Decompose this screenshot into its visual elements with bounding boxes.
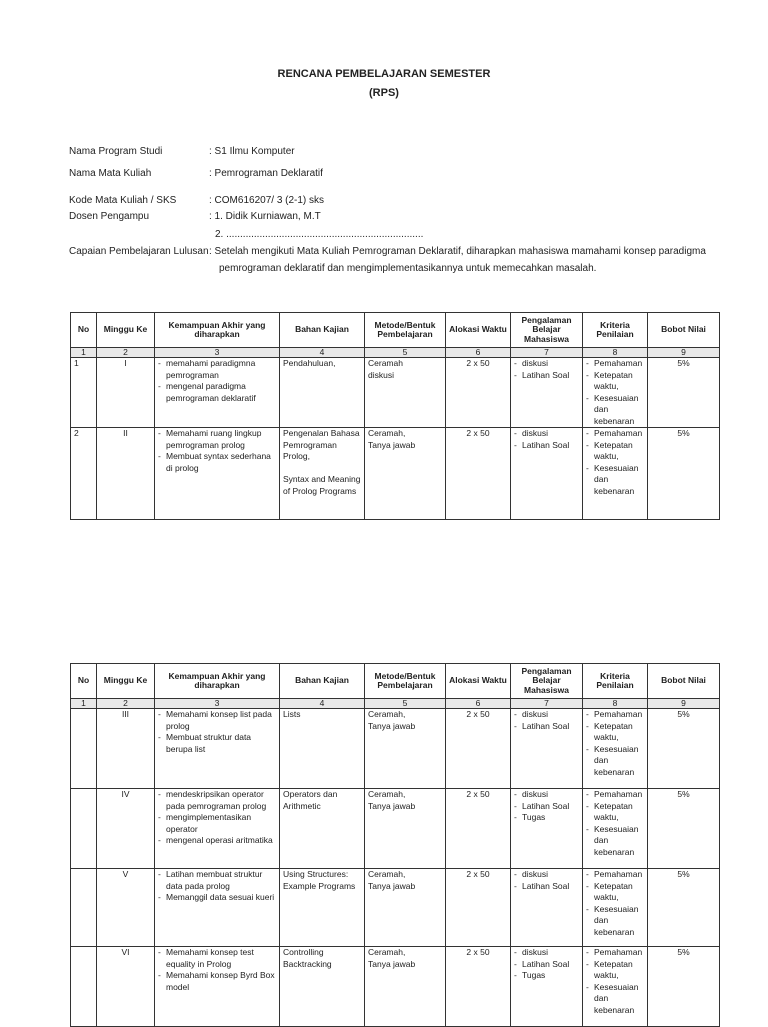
cell-kemampuan	[155, 428, 280, 520]
info-dosen-2: 2. .......................................................................	[215, 229, 424, 240]
cell-alokasi: 2 x 50	[446, 358, 511, 428]
cell-metode: Ceramah diskusi	[365, 358, 446, 428]
bullet-list	[586, 947, 644, 1016]
column-header: Bahan Kajian	[280, 313, 365, 348]
table-body	[71, 358, 720, 520]
column-header: Bahan Kajian	[280, 664, 365, 699]
list-item: - Latihan Soal	[514, 370, 579, 382]
column-header: Minggu Ke	[97, 664, 155, 699]
list-item: - diskusi	[514, 428, 579, 440]
info-label: Nama Program Studi	[69, 146, 163, 157]
cell-minggu: III	[97, 709, 155, 789]
cell-minggu: V	[97, 869, 155, 947]
list-item: - Kesesuaian dan kebenaran	[586, 904, 644, 939]
cell-alokasi: 2 x 50	[446, 869, 511, 947]
list-item: - mengenal operasi aritmatika	[158, 835, 276, 847]
bullet-list	[158, 709, 276, 755]
cell-kemampuan	[155, 789, 280, 869]
list-item: - Tugas	[514, 812, 579, 824]
list-item: - Kesesuaian dan kebenaran	[586, 824, 644, 859]
column-header: No	[71, 313, 97, 348]
list-item: - memahami paradigmna pemrograman	[158, 358, 276, 381]
cell-bahan: Operators dan Arithmetic	[280, 789, 365, 869]
list-item: - Ketepatan waktu,	[586, 801, 644, 824]
list-item: - mengenal paradigma pemrograman deklaratif	[158, 381, 276, 404]
column-number: 3	[155, 699, 280, 709]
cell-kriteria	[583, 789, 648, 869]
column-number: 9	[648, 348, 720, 358]
list-item: - Kesesuaian dan kebenaran	[586, 393, 644, 428]
info-capaian-2: pemrograman deklaratif dan mengimplementasikannya untuk memecahkan masalah.	[219, 263, 597, 274]
list-item: - Ketepatan waktu,	[586, 721, 644, 744]
cell-no	[71, 789, 97, 869]
list-item: - Ketepatan waktu,	[586, 881, 644, 904]
cell-no	[71, 709, 97, 789]
column-number: 4	[280, 348, 365, 358]
cell-bobot: 5%	[648, 789, 720, 869]
cell-kriteria	[583, 869, 648, 947]
bullet-list	[514, 358, 579, 381]
column-header: Kriteria Penilaian	[583, 313, 648, 348]
document-subtitle: (RPS)	[369, 87, 399, 99]
cell-pengalaman	[511, 869, 583, 947]
table-row	[71, 358, 720, 428]
list-item: - Latihan Soal	[514, 440, 579, 452]
table-row	[71, 789, 720, 869]
column-number: 1	[71, 348, 97, 358]
info-value: : Pemrograman Deklaratif	[209, 168, 323, 179]
cell-metode: Ceramah, Tanya jawab	[365, 709, 446, 789]
column-number: 6	[446, 699, 511, 709]
cell-minggu: IV	[97, 789, 155, 869]
cell-no	[71, 869, 97, 947]
cell-bobot: 5%	[648, 709, 720, 789]
cell-kriteria	[583, 358, 648, 428]
info-label: Kode Mata Kuliah / SKS	[69, 195, 177, 206]
cell-pengalaman	[511, 358, 583, 428]
table-row	[71, 947, 720, 1027]
column-header: Alokasi Waktu	[446, 313, 511, 348]
column-header: Metode/Bentuk Pembelajaran	[365, 664, 446, 699]
bullet-list	[586, 358, 644, 427]
cell-alokasi: 2 x 50	[446, 789, 511, 869]
column-header: No	[71, 664, 97, 699]
column-number: 8	[583, 699, 648, 709]
column-number: 2	[97, 699, 155, 709]
column-number: 5	[365, 348, 446, 358]
column-number: 2	[97, 348, 155, 358]
rps-table-1	[70, 312, 720, 520]
cell-kriteria	[583, 709, 648, 789]
cell-kemampuan	[155, 947, 280, 1027]
column-number: 9	[648, 699, 720, 709]
list-item: - Kesesuaian dan kebenaran	[586, 463, 644, 498]
column-number: 7	[511, 348, 583, 358]
list-item: - Memanggil data sesuai kueri	[158, 892, 276, 904]
cell-bahan: Using Structures: Example Programs	[280, 869, 365, 947]
cell-metode: Ceramah, Tanya jawab	[365, 869, 446, 947]
bullet-list	[158, 947, 276, 993]
list-item: - Pemahaman	[586, 869, 644, 881]
list-item: - Memahami ruang lingkup pemrograman prolog	[158, 428, 276, 451]
list-item: - diskusi	[514, 358, 579, 370]
info-value: : 1. Didik Kurniawan, M.T	[209, 211, 321, 222]
cell-alokasi: 2 x 50	[446, 709, 511, 789]
column-number: 6	[446, 348, 511, 358]
bullet-list	[514, 947, 579, 982]
column-number: 7	[511, 699, 583, 709]
cell-alokasi: 2 x 50	[446, 947, 511, 1027]
list-item: - Latihan Soal	[514, 959, 579, 971]
bullet-list	[514, 428, 579, 451]
cell-pengalaman	[511, 789, 583, 869]
cell-bobot: 5%	[648, 947, 720, 1027]
cell-pengalaman	[511, 428, 583, 520]
column-number: 3	[155, 348, 280, 358]
list-item: - Latihan Soal	[514, 881, 579, 893]
column-header: Minggu Ke	[97, 313, 155, 348]
bullet-list	[158, 789, 276, 847]
list-item: - mengimplementasikan operator	[158, 812, 276, 835]
list-item: - Pemahaman	[586, 709, 644, 721]
cell-minggu: II	[97, 428, 155, 520]
cell-alokasi: 2 x 50	[446, 428, 511, 520]
cell-minggu: VI	[97, 947, 155, 1027]
bullet-list	[586, 428, 644, 497]
list-item: - Ketepatan waktu,	[586, 440, 644, 463]
list-item: - diskusi	[514, 869, 579, 881]
cell-pengalaman	[511, 947, 583, 1027]
cell-metode: Ceramah, Tanya jawab	[365, 947, 446, 1027]
cell-no: 1	[71, 358, 97, 428]
list-item: - Membuat struktur data berupa list	[158, 732, 276, 755]
column-header: Bobot Nilai	[648, 664, 720, 699]
column-number: 8	[583, 348, 648, 358]
bullet-list	[514, 709, 579, 732]
cell-kemampuan	[155, 709, 280, 789]
cell-pengalaman	[511, 709, 583, 789]
list-item: - Latihan Soal	[514, 801, 579, 813]
list-item: - Tugas	[514, 970, 579, 982]
info-label: Dosen Pengampu	[69, 211, 150, 222]
column-header: Kemampuan Akhir yang diharapkan	[155, 664, 280, 699]
column-header: Alokasi Waktu	[446, 664, 511, 699]
cell-kriteria	[583, 428, 648, 520]
bullet-list	[158, 358, 276, 404]
table-row	[71, 869, 720, 947]
bullet-list	[586, 709, 644, 778]
cell-bahan: Controlling Backtracking	[280, 947, 365, 1027]
list-item: - diskusi	[514, 709, 579, 721]
column-number: 1	[71, 699, 97, 709]
cell-metode: Ceramah, Tanya jawab	[365, 428, 446, 520]
table-number-row	[71, 348, 720, 358]
table-number-row	[71, 699, 720, 709]
cell-bobot: 5%	[648, 869, 720, 947]
bullet-list	[158, 428, 276, 474]
document-title: RENCANA PEMBELAJARAN SEMESTER	[277, 68, 491, 80]
column-header: Bobot Nilai	[648, 313, 720, 348]
cell-no	[71, 947, 97, 1027]
cell-bobot: 5%	[648, 428, 720, 520]
bullet-list	[586, 789, 644, 858]
cell-bahan: Pengenalan Bahasa Pemrograman Prolog, Syntax and Meaning of Prolog Programs	[280, 428, 365, 520]
list-item: - Memahami konsep test equality in Prolog	[158, 947, 276, 970]
list-item: - Kesesuaian dan kebenaran	[586, 744, 644, 779]
list-item: - Latihan membuat struktur data pada prolog	[158, 869, 276, 892]
table-header-row	[71, 664, 720, 699]
list-item: - Pemahaman	[586, 947, 644, 959]
list-item: - Membuat syntax sederhana di prolog	[158, 451, 276, 474]
list-item: - Kesesuaian dan kebenaran	[586, 982, 644, 1017]
table-header-row	[71, 313, 720, 348]
table-row	[71, 709, 720, 789]
list-item: - Memahami konsep Byrd Box model	[158, 970, 276, 993]
list-item: - Pemahaman	[586, 789, 644, 801]
column-header: Kriteria Penilaian	[583, 664, 648, 699]
cell-metode: Ceramah, Tanya jawab	[365, 789, 446, 869]
table-body	[71, 709, 720, 1027]
table-row	[71, 428, 720, 520]
column-header: Pengalaman Belajar Mahasiswa	[511, 313, 583, 348]
column-header: Metode/Bentuk Pembelajaran	[365, 313, 446, 348]
column-number: 5	[365, 699, 446, 709]
bullet-list	[514, 789, 579, 824]
cell-no: 2	[71, 428, 97, 520]
info-value: : Setelah mengikuti Mata Kuliah Pemrograman Deklaratif, diharapkan mahasiswa mamahami konsep paradigma	[209, 246, 706, 257]
cell-bahan: Lists	[280, 709, 365, 789]
cell-bobot: 5%	[648, 358, 720, 428]
info-label: Capaian Pembelajaran Lulusan	[69, 246, 209, 257]
list-item: - Ketepatan waktu,	[586, 959, 644, 982]
list-item: - Latihan Soal	[514, 721, 579, 733]
bullet-list	[586, 869, 644, 938]
list-item: - diskusi	[514, 789, 579, 801]
column-number: 4	[280, 699, 365, 709]
bullet-list	[158, 869, 276, 904]
cell-kemampuan	[155, 869, 280, 947]
cell-minggu: I	[97, 358, 155, 428]
info-value: : COM616207/ 3 (2-1) sks	[209, 195, 325, 206]
info-label: Nama Mata Kuliah	[69, 168, 152, 179]
list-item: - Ketepatan waktu,	[586, 370, 644, 393]
list-item: - diskusi	[514, 947, 579, 959]
cell-kriteria	[583, 947, 648, 1027]
cell-bahan: Pendahuluan,	[280, 358, 365, 428]
bullet-list	[514, 869, 579, 892]
cell-kemampuan	[155, 358, 280, 428]
column-header: Kemampuan Akhir yang diharapkan	[155, 313, 280, 348]
list-item: - Memahami konsep list pada prolog	[158, 709, 276, 732]
list-item: - Pemahaman	[586, 358, 644, 370]
list-item: - mendeskripsikan operator pada pemrograman prolog	[158, 789, 276, 812]
column-header: Pengalaman Belajar Mahasiswa	[511, 664, 583, 699]
list-item: - Pemahaman	[586, 428, 644, 440]
rps-table-2	[70, 663, 720, 1027]
info-value: : S1 Ilmu Komputer	[209, 146, 295, 157]
